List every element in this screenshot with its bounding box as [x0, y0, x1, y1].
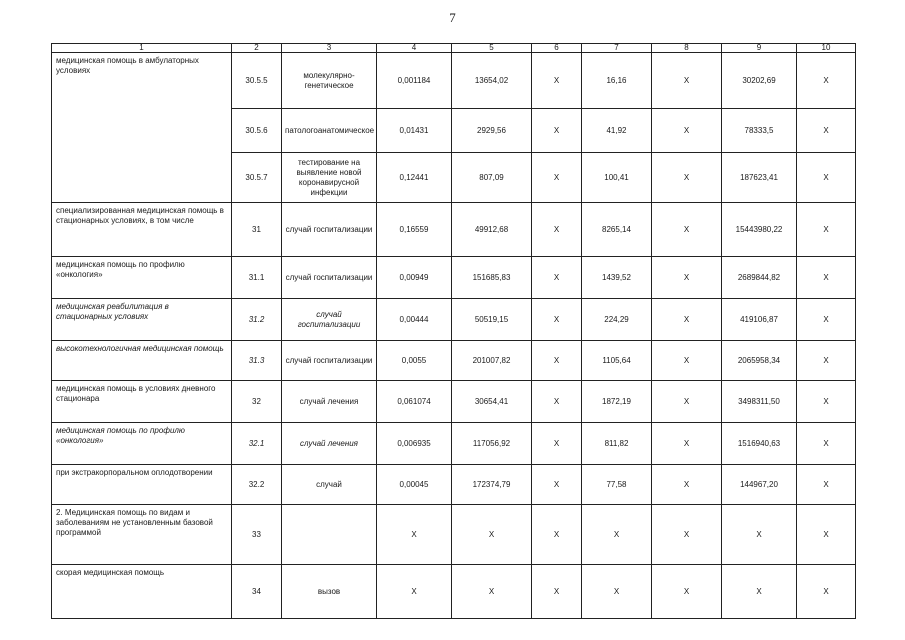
cell: 0,00045 — [377, 465, 452, 505]
cell: Х — [652, 381, 722, 423]
cell: 50519,15 — [452, 299, 532, 341]
row-unit: тестирование на выявление новой коронавирусной инфекции — [282, 153, 377, 203]
row-name: медицинская помощь по профилю «онкология» — [52, 423, 232, 465]
col-header: 4 — [377, 44, 452, 53]
row-name: медицинская помощь в условиях дневного стационара — [52, 381, 232, 423]
cell: 419106,87 — [722, 299, 797, 341]
cell: 1439,52 — [582, 257, 652, 299]
table-row — [52, 203, 856, 257]
cell: Х — [532, 465, 582, 505]
cell: 1105,64 — [582, 341, 652, 381]
row-code: 30.5.5 — [232, 53, 282, 109]
cell: Х — [582, 565, 652, 619]
col-header: 8 — [652, 44, 722, 53]
row-name: при экстракорпоральном оплодотворении — [52, 465, 232, 505]
cell: 1872,19 — [582, 381, 652, 423]
cell: Х — [797, 53, 856, 109]
cell: 49912,68 — [452, 203, 532, 257]
cell: Х — [532, 381, 582, 423]
cell: Х — [797, 381, 856, 423]
cell: 3498311,50 — [722, 381, 797, 423]
cell: 0,01431 — [377, 109, 452, 153]
cell: 77,58 — [582, 465, 652, 505]
cell: 144967,20 — [722, 465, 797, 505]
row-unit: случай госпитализации — [282, 299, 377, 341]
cell: 151685,83 — [452, 257, 532, 299]
cell: Х — [532, 423, 582, 465]
cell: 78333,5 — [722, 109, 797, 153]
row-name: 2. Медицинская помощь по видам и заболеваниям не установленным базовой программой — [52, 505, 232, 565]
row-code: 30.5.6 — [232, 109, 282, 153]
table-row — [52, 565, 856, 619]
row-code: 31.2 — [232, 299, 282, 341]
cell: 172374,79 — [452, 465, 532, 505]
cell: Х — [797, 257, 856, 299]
cell: Х — [532, 203, 582, 257]
cell: 0,001184 — [377, 53, 452, 109]
cell: Х — [532, 341, 582, 381]
cell: Х — [797, 565, 856, 619]
cell: Х — [532, 299, 582, 341]
table-row — [52, 299, 856, 341]
row-name: медицинская помощь по профилю «онкология» — [52, 257, 232, 299]
cell: 2689844,82 — [722, 257, 797, 299]
cell: 0,00444 — [377, 299, 452, 341]
cell: Х — [452, 505, 532, 565]
row-code: 31 — [232, 203, 282, 257]
cell: Х — [797, 153, 856, 203]
table-row — [52, 505, 856, 565]
cell: Х — [532, 565, 582, 619]
cell: 811,82 — [582, 423, 652, 465]
col-header: 1 — [52, 44, 232, 53]
table-row — [52, 257, 856, 299]
cell: 807,09 — [452, 153, 532, 203]
row-code: 32 — [232, 381, 282, 423]
row-unit: патологоанатомическое — [282, 109, 377, 153]
data-table — [51, 43, 856, 619]
table-row — [52, 423, 856, 465]
cell: 2065958,34 — [722, 341, 797, 381]
cell: Х — [582, 505, 652, 565]
cell: Х — [722, 505, 797, 565]
row-unit: случай госпитализации — [282, 257, 377, 299]
table-row — [52, 53, 856, 109]
cell: Х — [532, 153, 582, 203]
cell: 13654,02 — [452, 53, 532, 109]
table-row — [52, 465, 856, 505]
row-unit: молекулярно-генетическое — [282, 53, 377, 109]
row-name: медицинская реабилитация в стационарных условиях — [52, 299, 232, 341]
cell: Х — [652, 299, 722, 341]
cell: Х — [652, 203, 722, 257]
row-unit: вызов — [282, 565, 377, 619]
cell: Х — [532, 505, 582, 565]
row-code: 34 — [232, 565, 282, 619]
row-code: 30.5.7 — [232, 153, 282, 203]
cell: Х — [652, 465, 722, 505]
cell: 2929,56 — [452, 109, 532, 153]
cell: 41,92 — [582, 109, 652, 153]
cell: Х — [532, 257, 582, 299]
cell: Х — [797, 299, 856, 341]
cell: 30202,69 — [722, 53, 797, 109]
row-unit: случай лечения — [282, 423, 377, 465]
cell: Х — [797, 109, 856, 153]
col-header: 5 — [452, 44, 532, 53]
cell: 0,006935 — [377, 423, 452, 465]
col-header: 6 — [532, 44, 582, 53]
cell: Х — [652, 505, 722, 565]
col-header: 7 — [582, 44, 652, 53]
cell: Х — [652, 423, 722, 465]
cell: 117056,92 — [452, 423, 532, 465]
cell: Х — [452, 565, 532, 619]
cell: Х — [532, 53, 582, 109]
cell: 0,00949 — [377, 257, 452, 299]
col-header: 2 — [232, 44, 282, 53]
row-name: специализированная медицинская помощь в стационарных условиях, в том числе — [52, 203, 232, 257]
row-name: скорая медицинская помощь — [52, 565, 232, 619]
cell: Х — [722, 565, 797, 619]
cell: Х — [797, 465, 856, 505]
cell: 0,061074 — [377, 381, 452, 423]
row-unit: случай госпитализации — [282, 341, 377, 381]
row-code: 31.1 — [232, 257, 282, 299]
cell: Х — [652, 257, 722, 299]
header-row — [52, 44, 856, 53]
cell: 1516940,63 — [722, 423, 797, 465]
row-code: 32.2 — [232, 465, 282, 505]
cell: 8265,14 — [582, 203, 652, 257]
table-row — [52, 381, 856, 423]
col-header: 9 — [722, 44, 797, 53]
cell: 187623,41 — [722, 153, 797, 203]
row-name: высокотехнологичная медицинская помощь — [52, 341, 232, 381]
row-code: 32.1 — [232, 423, 282, 465]
cell: Х — [652, 109, 722, 153]
col-header: 3 — [282, 44, 377, 53]
cell: Х — [652, 53, 722, 109]
cell: Х — [652, 341, 722, 381]
cell: 0,0055 — [377, 341, 452, 381]
table-row — [52, 341, 856, 381]
cell: Х — [377, 565, 452, 619]
cell: 16,16 — [582, 53, 652, 109]
row-unit: случай лечения — [282, 381, 377, 423]
row-unit — [282, 505, 377, 565]
page-number: 7 — [449, 10, 456, 25]
cell: 100,41 — [582, 153, 652, 203]
cell: Х — [797, 505, 856, 565]
row-unit: случай госпитализации — [282, 203, 377, 257]
row-code: 33 — [232, 505, 282, 565]
row-unit: случай — [282, 465, 377, 505]
cell: Х — [532, 109, 582, 153]
cell: Х — [377, 505, 452, 565]
cell: 224,29 — [582, 299, 652, 341]
cell: Х — [797, 203, 856, 257]
cell: Х — [652, 565, 722, 619]
cell: 201007,82 — [452, 341, 532, 381]
cell: 15443980,22 — [722, 203, 797, 257]
col-header: 10 — [797, 44, 856, 53]
cell: Х — [652, 153, 722, 203]
cell: 0,12441 — [377, 153, 452, 203]
row-code: 31.3 — [232, 341, 282, 381]
cell: Х — [797, 423, 856, 465]
row-name: медицинская помощь в амбулаторных условиях — [52, 53, 232, 203]
cell: 30654,41 — [452, 381, 532, 423]
cell: 0,16559 — [377, 203, 452, 257]
cell: Х — [797, 341, 856, 381]
